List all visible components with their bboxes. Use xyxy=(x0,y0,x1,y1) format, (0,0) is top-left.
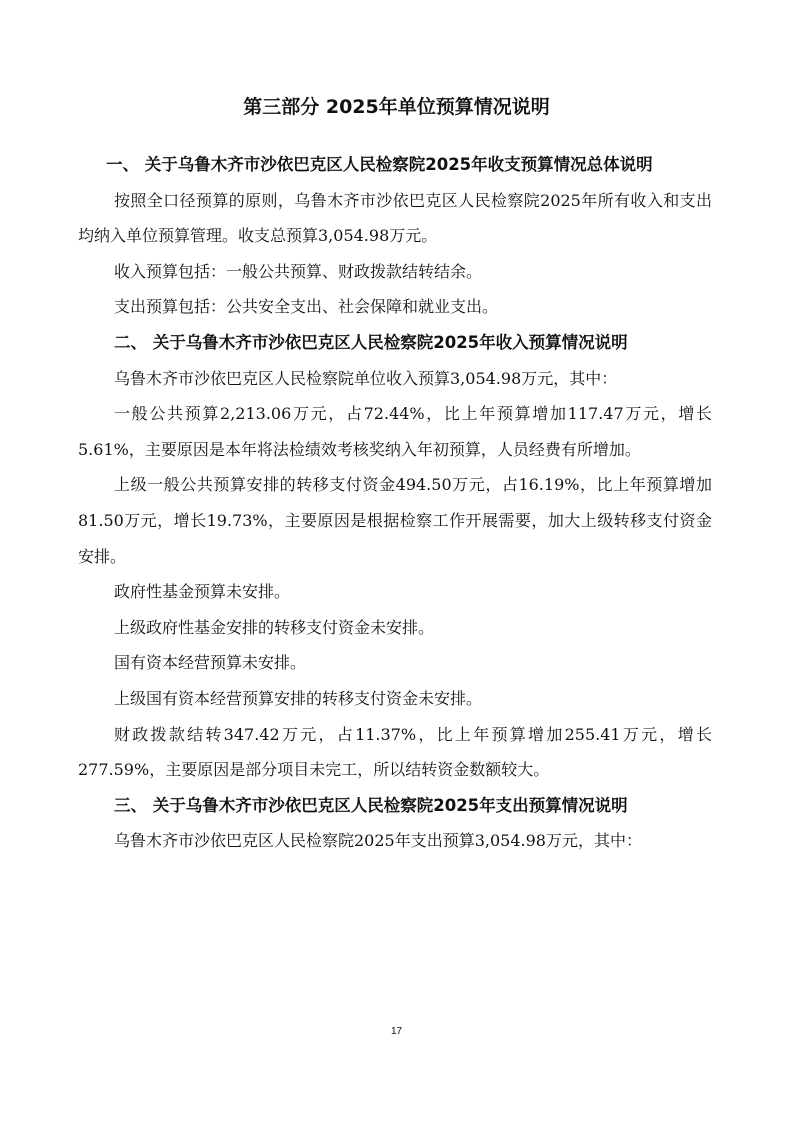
section-heading-1: 一、 关于乌鲁木齐市沙依巴克区人民检察院2025年收支预算情况总体说明 xyxy=(106,155,653,174)
paragraph: 支出预算包括：公共安全支出、社会保障和就业支出。 xyxy=(114,297,499,317)
paragraph: 上级一般公共预算安排的转移支付资金494.50万元，占16.19%，比上年预算增加81.50万元，增长19.73%，主要原因是根据检察工作开展需要，加大上级转移支付资金安排。 xyxy=(78,475,712,566)
paragraph: 上级政府性基金安排的转移支付资金未安排。 xyxy=(114,617,435,637)
document-body xyxy=(78,147,712,859)
paragraph: 乌鲁木齐市沙依巴克区人民检察院2025年支出预算3,054.98万元，其中： xyxy=(114,831,642,851)
paragraph: 收入预算包括：一般公共预算、财政拨款结转结余。 xyxy=(114,261,483,281)
paragraph: 按照全口径预算的原则，乌鲁木齐市沙依巴克区人民检察院2025年所有收入和支出均纳入单位预算管理。收支总预算3,054.98万元。 xyxy=(78,190,712,246)
paragraph: 国有资本经营预算未安排。 xyxy=(114,653,307,673)
page-number: 17 xyxy=(390,1026,403,1037)
page-title: 第三部分 2025年单位预算情况说明 xyxy=(243,96,550,118)
paragraph: 上级国有资本经营预算安排的转移支付资金未安排。 xyxy=(114,688,483,708)
paragraph: 财政拨款结转347.42万元，占11.37%，比上年预算增加255.41万元，增长277.59%，主要原因是部分项目未完工，所以结转资金数额较大。 xyxy=(78,724,712,780)
paragraph: 一般公共预算2,213.06万元，占72.44%，比上年预算增加117.47万元，增长5.61%，主要原因是本年将法检绩效考核奖纳入年初预算，人员经费有所增加。 xyxy=(78,404,712,459)
paragraph: 乌鲁木齐市沙依巴克区人民检察院单位收入预算3,054.98万元，其中： xyxy=(114,368,618,388)
paragraph: 政府性基金预算未安排。 xyxy=(114,582,291,602)
section-heading-3: 三、 关于乌鲁木齐市沙依巴克区人民检察院2025年支出预算情况说明 xyxy=(114,795,628,815)
section-heading-2: 二、 关于乌鲁木齐市沙依巴克区人民检察院2025年收入预算情况说明 xyxy=(114,332,628,352)
